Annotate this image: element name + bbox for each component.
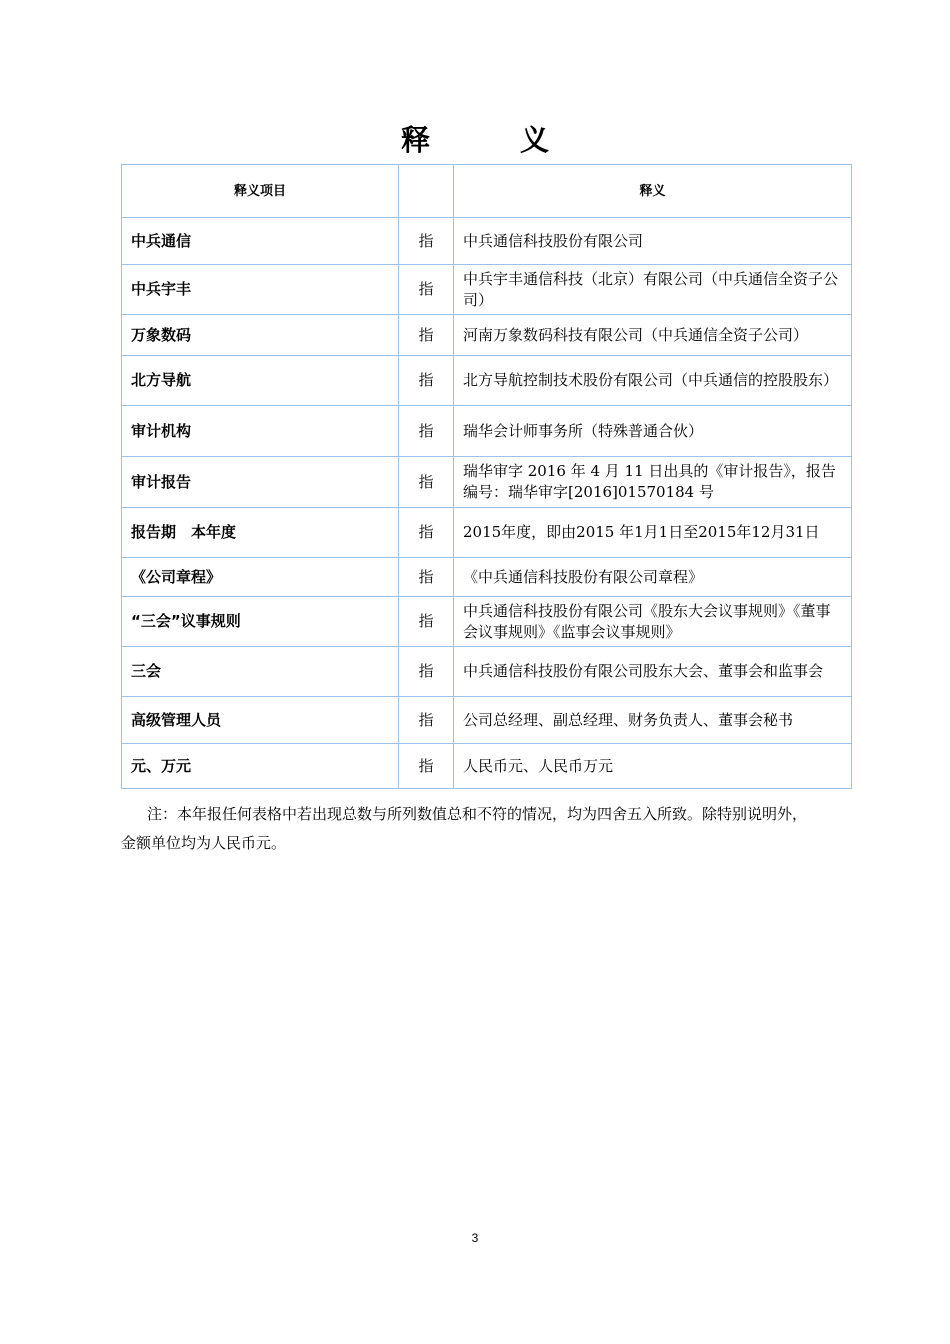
table-header-row — [122, 165, 852, 218]
page-title: 释 义 — [400, 123, 590, 157]
table-row — [122, 218, 852, 265]
row-meaning: 中兵通信科技股份有限公司股东大会、董事会和监事会 — [454, 647, 852, 697]
row-refers: 指 — [399, 744, 454, 789]
header-meaning: 释义 — [454, 165, 852, 218]
table-row — [122, 508, 852, 558]
definitions-table — [121, 164, 852, 789]
row-meaning: 河南万象数码科技有限公司（中兵通信全资子公司） — [454, 315, 852, 356]
table-row — [122, 597, 852, 647]
row-refers: 指 — [399, 697, 454, 744]
row-refers: 指 — [399, 406, 454, 457]
row-meaning: 2015年度，即由2015 年1月1日至2015年12月31日 — [454, 508, 852, 558]
table-row — [122, 744, 852, 789]
row-term: 元、万元 — [122, 744, 399, 789]
row-term: 万象数码 — [122, 315, 399, 356]
row-term: 中兵通信 — [122, 218, 399, 265]
row-term: 报告期 本年度 — [122, 508, 399, 558]
row-refers: 指 — [399, 218, 454, 265]
row-meaning: 瑞华审字 2016 年 4 月 11 日出具的《审计报告》，报告编号：瑞华审字[2016]01570184 号 — [454, 457, 852, 508]
row-term: 中兵宇丰 — [122, 265, 399, 315]
table-row — [122, 457, 852, 508]
row-refers: 指 — [399, 265, 454, 315]
row-term: 审计报告 — [122, 457, 399, 508]
table-row — [122, 356, 852, 406]
row-meaning: 《中兵通信科技股份有限公司章程》 — [454, 558, 852, 597]
row-meaning: 北方导航控制技术股份有限公司（中兵通信的控股股东） — [454, 356, 852, 406]
table-row — [122, 558, 852, 597]
table-row — [122, 697, 852, 744]
row-refers: 指 — [399, 356, 454, 406]
row-refers: 指 — [399, 315, 454, 356]
row-meaning: 中兵通信科技股份有限公司《股东大会议事规则》《董事会议事规则》《监事会议事规则》 — [454, 597, 852, 647]
table-row — [122, 647, 852, 697]
row-meaning: 人民币元、人民币万元 — [454, 744, 852, 789]
row-refers: 指 — [399, 647, 454, 697]
row-meaning: 中兵通信科技股份有限公司 — [454, 218, 852, 265]
row-term: 审计机构 — [122, 406, 399, 457]
page-number: 3 — [471, 1231, 479, 1245]
row-meaning: 瑞华会计师事务所（特殊普通合伙） — [454, 406, 852, 457]
header-term: 释义项目 — [122, 165, 399, 218]
row-term: “三会”议事规则 — [122, 597, 399, 647]
footnote: 注：本年报任何表格中若出现总数与所列数值总和不符的情况，均为四舍五入所致。除特别说明外，金额单位均为人民币元。 — [121, 805, 808, 852]
row-term: 《公司章程》 — [122, 558, 399, 597]
row-term: 三会 — [122, 647, 399, 697]
row-refers: 指 — [399, 457, 454, 508]
row-refers: 指 — [399, 558, 454, 597]
row-refers: 指 — [399, 508, 454, 558]
header-refers — [399, 165, 454, 218]
row-meaning: 中兵宇丰通信科技（北京）有限公司（中兵通信全资子公司） — [454, 265, 852, 315]
table-row — [122, 406, 852, 457]
row-meaning: 公司总经理、副总经理、财务负责人、董事会秘书 — [454, 697, 852, 744]
table-row — [122, 265, 852, 315]
row-term: 北方导航 — [122, 356, 399, 406]
row-term: 高级管理人员 — [122, 697, 399, 744]
row-refers: 指 — [399, 597, 454, 647]
table-row — [122, 315, 852, 356]
